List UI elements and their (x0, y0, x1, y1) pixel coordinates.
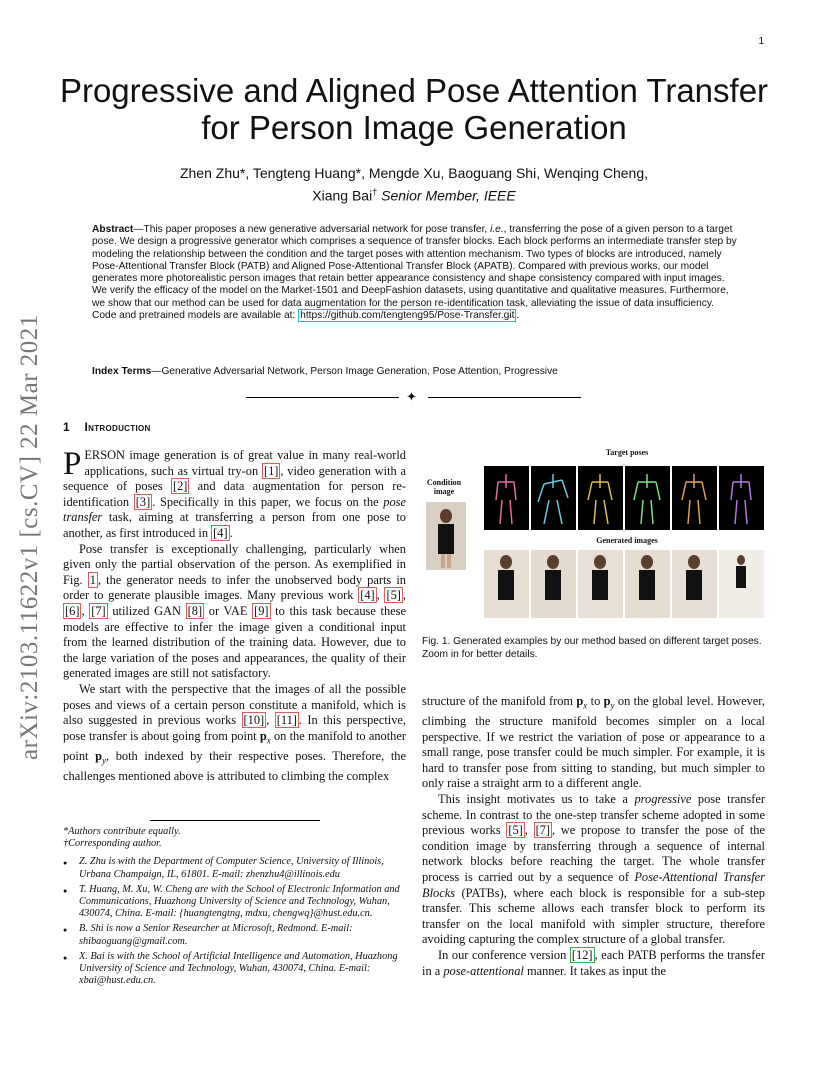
text: . (229, 525, 233, 540)
footnotes (63, 826, 406, 990)
intro-paragraph-2: Pose transfer is exceptionally challenging, particularly when given only the partial observation of the person. As exemplified in Fig. 1 , the generator needs to infer the unobserved body parts in order to generate plausible images. Many previous work [4] , [5] , [6] , [7] utilized GAN [8] or VAE [9] to this task because these models are effective to infer the image given a conditional input from the learned distribution of the training data. However, due to the large variation of the poses and appearances, the quality of their generated images are still not satisfactory. (63, 541, 406, 681)
left-column (63, 448, 406, 784)
right-column (422, 694, 765, 979)
math-p: p (95, 748, 102, 763)
condition-image (426, 502, 466, 570)
code-link[interactable]: https://github.com/tengteng95/Pose-Transfer.git (300, 310, 515, 322)
author-role: Senior Member, IEEE (381, 187, 516, 204)
emphasis: pose-attentional (443, 963, 524, 978)
citation-link[interactable]: [4] (213, 525, 228, 540)
text: We start with the perspective that the images of all the possible poses and views of a certain person constitute a manifold, which is also suggested in previous works (63, 681, 406, 728)
math-p: p (576, 694, 584, 708)
section-title: Introduction (84, 420, 151, 434)
citation-link[interactable]: [4] (360, 588, 375, 603)
separator-line-left (246, 397, 399, 398)
text: , both indexed by their respective poses. Therefore, the challenges mentioned above is attributed to climbing the complex (63, 748, 406, 783)
authors-line-1: Zhen Zhu*, Tengteng Huang*, Mengde Xu, Baoguang Shi, Wenqing Cheng, (179, 165, 649, 181)
text: This insight motivates us to take a (438, 792, 635, 807)
citation-link[interactable]: [10] (243, 713, 265, 728)
emphasis: progressive (634, 792, 692, 807)
affiliation-item: ● X. Bai is with the School of Artificial Intelligence and Automation, Huazhong University of Science and Technology, Wuhan, 430074, China. E-mail: xbai@hust.edu.cn. (79, 951, 406, 988)
section-heading (63, 420, 151, 434)
arxiv-stamp: arXiv:2103.11622v1 [cs.CV] 22 Mar 2021 (16, 314, 43, 760)
authors (90, 164, 738, 206)
citation-link[interactable]: [5] (508, 823, 523, 838)
text: task, aiming at transferring a person from one pose to another, as first introduced in (63, 510, 406, 540)
math-sub: x (266, 735, 271, 746)
text: . In this perspective, pose transfer is about going from point (63, 713, 406, 743)
math-p: p (259, 728, 267, 743)
text: , the generator needs to infer the unobserved body parts in order to generate plausible images. Many previous work (63, 572, 406, 603)
text: or VAE (204, 603, 253, 618)
text: Pose transfer is exceptionally challenging, particularly when given only the partial observation of the person. As exemplified in Fig. (63, 541, 406, 587)
citation-link[interactable]: [7] (91, 603, 106, 618)
intro-paragraph-1 (63, 448, 406, 542)
text: and data augmentation for person re-identification (63, 479, 406, 509)
citation-link[interactable]: [2] (172, 479, 188, 494)
footnote-rule (150, 820, 320, 821)
math-sub: x (583, 700, 588, 711)
citation-link[interactable]: [8] (187, 603, 203, 618)
math-sub: y (101, 755, 106, 766)
footnote-corresponding: †Corresponding author. (63, 838, 162, 850)
figure-graphics (422, 444, 772, 630)
target-poses-label: Target poses (605, 448, 649, 457)
figure-caption: Fig. 1. Generated examples by our method based on different target poses. Zoom in for better details. (422, 636, 762, 660)
text: In our conference version (438, 947, 570, 962)
title-line-1: Progressive and Aligned Pose Attention Transfer (59, 72, 769, 109)
generated-images-label: Generated images (596, 536, 658, 545)
emphasis: Pose-Attentional Transfer Blocks (422, 870, 765, 900)
section-separator (246, 390, 584, 405)
citation-link[interactable]: [9] (254, 603, 269, 618)
smallcaps-word: ERSON (84, 448, 125, 462)
affiliation-item: ● T. Huang, M. Xu, W. Cheng are with the School of Electronic Information and Communications, Huazhong University of Science and Technology, Wuhan, 430074, China. E-mail: {huangtengtng, mdxu, chengwq}@hust.edu.cn. (79, 884, 406, 921)
abstract-label: Abstract (92, 224, 134, 235)
citation-link[interactable]: [12] (571, 947, 593, 962)
figure-1 (422, 444, 772, 630)
diamond-icon: ✦ (406, 390, 417, 405)
math-p: p (603, 694, 611, 708)
target-pose-panels (484, 466, 764, 530)
text: image generation is of great value in many real-world applications, such as virtual try-on (84, 448, 406, 478)
text: to (587, 694, 604, 708)
text: pose transfer scheme. In contrast to the one-step transfer scheme adopted in some previous works (422, 792, 765, 838)
index-terms-label: Index Terms (92, 366, 152, 377)
text: , each PATB performs the transfer in a (422, 947, 765, 978)
text: (PATBs), where each block is responsible for a sub-step transfer. This scheme allows each transfer block to perform its transfer on the local manifold with simpler structure, therefore avoiding capturing the complex structure of a global transfer. (422, 885, 765, 947)
figure-link[interactable]: 1 (89, 572, 96, 587)
separator-line-right (428, 397, 581, 398)
intro-paragraph-3: We start with the perspective that the images of all the possible poses and views of a certain person constitute a manifold, which is also suggested in previous works [10] , [11] . In this perspective, pose transfer is about going from point $p_x$ on the manifold to another point $p_y$, both indexed by their respective poses. Therefore, the challenges mentioned above is attributed to climbing the complex (63, 681, 406, 783)
abstract-end: . (516, 310, 520, 322)
text: to this task because these models are effective to infer the image given a conditional input from the learned distribution of the training data. However, due to the large variation of the poses and appearances, the quality of their generated images are still not satisfactory. (63, 603, 406, 681)
text: . Specifically in this paper, we focus on the (152, 494, 384, 509)
index-terms (92, 366, 738, 377)
intro-paragraph-3-cont (422, 694, 765, 792)
paper-title (40, 72, 788, 146)
abstract-ie: i.e. (490, 224, 504, 235)
affiliation-item: ● Z. Zhu is with the Department of Computer Science, University of Illinois, Urbana Champaign, IL, 61801. E-mail: zhenzhu4@illinois.edu (79, 856, 406, 880)
dropcap: P (63, 446, 82, 482)
math-sub: y (610, 700, 615, 711)
affiliation-list (63, 856, 406, 987)
dagger-mark: † (372, 187, 378, 197)
abstract-text-cont: , transferring the pose of a given person to a target pose. We design a progressive generator which comprises a sequence of transfer blocks. Each block performs an intermediate transfer step by modeling the relationship between the condition and the target poses with attention mechanism. Two types of blocks are introduced, namely Pose-Attentional Transfer Block (PATB) and Aligned Pose-Attentional Transfer Block (APATB). Compared with previous works, our model generates more photorealistic person images that retain better appearance consistency and shape consistency compared with input images. We verify the efficacy of the model on the Market-1501 and DeepFashion datasets, using quantitative and qualitative measures. Furthermore, we show that our method can be used for data augmentation for the person re-identification task, alleviating the issue of data insufficiency. Code and pretrained models are available at: (92, 224, 737, 322)
citation-link[interactable]: [5] (386, 588, 401, 603)
citation-link[interactable]: [3] (135, 494, 151, 509)
affiliation-item: ● B. Shi is now a Senior Researcher at Microsoft, Redmond. E-mail: shibaoguang@gmail.com. (79, 923, 406, 947)
citation-link[interactable]: [11] (276, 713, 297, 728)
text: , video generation with a sequence of poses (63, 463, 406, 494)
title-line-2: for Person Image Generation (201, 109, 627, 146)
authors-line-2 (90, 183, 738, 206)
text: on the manifold to another point (63, 728, 406, 763)
intro-paragraph-4: This insight motivates us to take a progressive pose transfer scheme. In contrast to the one-step transfer scheme adopted in some previous works [5] , [7] , we propose to transfer the pose of the condition image by transferring through a sequence of internal network blocks before reaching the target. The whole transfer process is carried out by a sequence of Pose-Attentional Transfer Blocks (PATBs), where each block is responsible for a sub-step transfer. This scheme allows each transfer block to perform its transfer on the local manifold with simpler structure, therefore avoiding capturing the complex structure of a global transfer. (422, 792, 766, 947)
footnote-equal: *Authors contribute equally. (63, 826, 181, 837)
index-terms-text: —Generative Adversarial Network, Person Image Generation, Pose Attention, Progressive (151, 366, 558, 377)
page-number: 1 (758, 36, 764, 47)
abstract-text: —This paper proposes a new generative adversarial network for pose transfer, (133, 224, 491, 235)
emphasis: pose transfer (63, 494, 406, 525)
section-number: 1 (63, 420, 70, 434)
abstract (92, 224, 738, 322)
citation-link[interactable]: [7] (535, 823, 551, 838)
text: manner. It takes as input the (523, 963, 666, 978)
text: utilized GAN (107, 603, 186, 618)
citation-link[interactable]: [6] (65, 603, 80, 618)
citation-link[interactable]: [1] (263, 463, 279, 478)
text: structure of the manifold from (422, 694, 577, 708)
condition-image-label: Condition image (426, 478, 462, 496)
text: on the global level. However, climbing the structure manifold becomes simpler on a local perspective. If we restrict the variation of pose or appearance to a small range, pose transfer could be much simpler. For example, it is hard to transfer pose from sitting to standing, but much simpler to only raise a straight arm to a different angle. (422, 694, 765, 791)
generated-images (484, 550, 764, 618)
text: , we propose to transfer the pose of the condition image by transferring through a sequence of internal network blocks before reaching the target. The whole transfer process is carried out by a sequence of (422, 823, 766, 884)
intro-paragraph-5 (422, 948, 765, 979)
author-name: Xiang Bai (312, 187, 373, 204)
